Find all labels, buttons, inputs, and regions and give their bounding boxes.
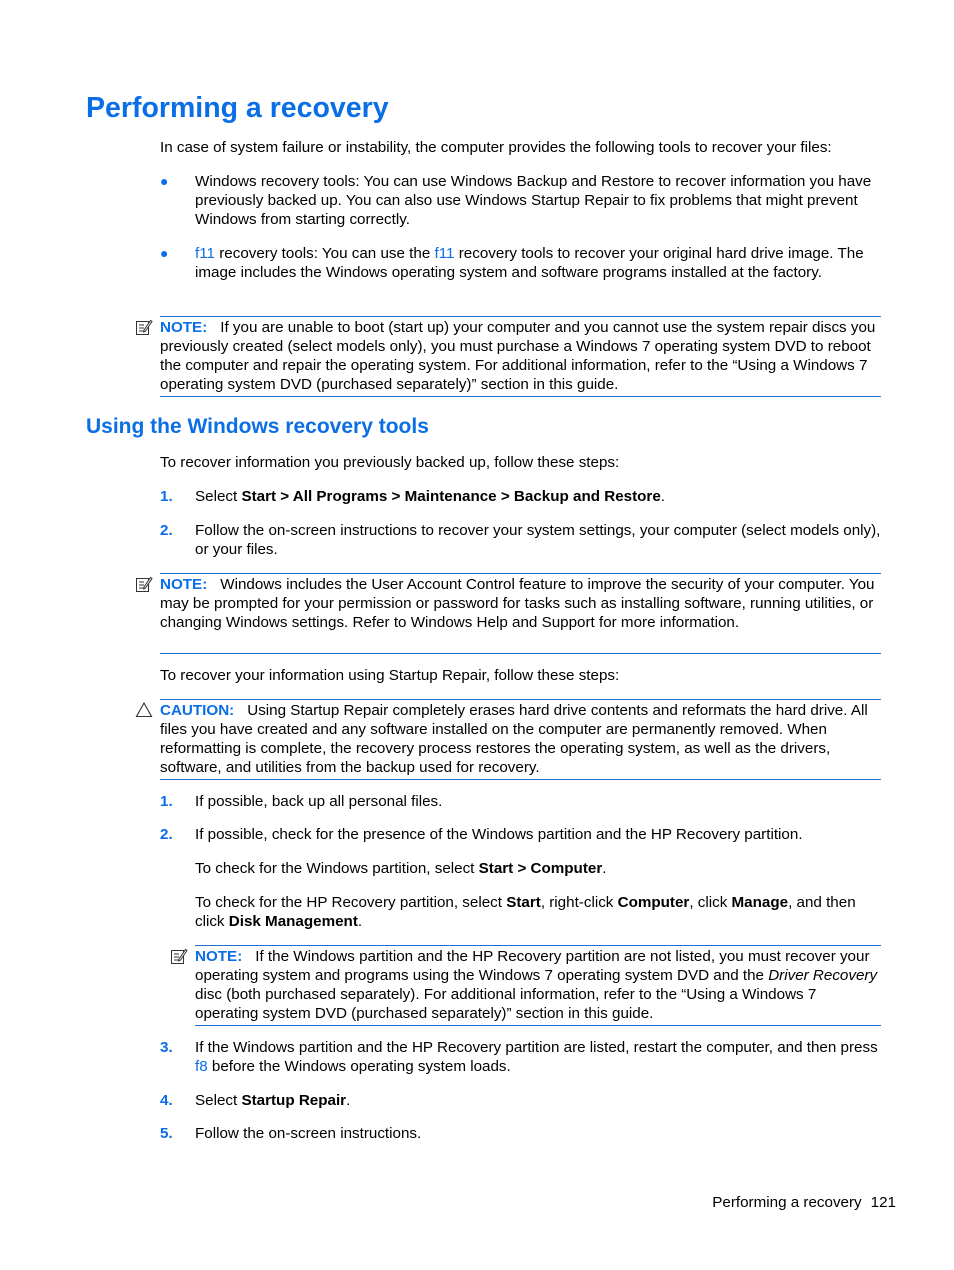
note-boot-failure <box>160 316 881 397</box>
caution-startup-repair <box>160 699 881 780</box>
note-icon <box>135 575 153 593</box>
step-select-startup-repair: Select Startup Repair. <box>195 1092 351 1109</box>
page-number: 121 <box>870 1194 896 1211</box>
bullet-f11-tools: f11 recovery tools: You can use the f11 recovery tools to recover your original hard drive image. The image includes the Windows operating system and software programs installed at the factory. <box>195 245 864 281</box>
note-label: NOTE: <box>195 948 243 965</box>
f11-key: f11 <box>195 245 215 262</box>
note-label: NOTE: <box>160 576 208 593</box>
step-number: 3. <box>160 1039 173 1056</box>
startup-intro: To recover your information using Startup Repair, follow these steps: <box>160 667 620 684</box>
steps-intro: To recover information you previously backed up, follow these steps: <box>160 454 620 471</box>
step-backup-files: If possible, back up all personal files. <box>195 793 443 810</box>
footer-section: Performing a recovery <box>712 1194 862 1211</box>
step-restart-press-f8: If the Windows partition and the HP Recovery partition are listed, restart the computer, and then press f8 before the Windows operating system loads. <box>195 1039 878 1075</box>
step-number: 2. <box>160 826 173 843</box>
f8-key: f8 <box>195 1058 208 1075</box>
intro-paragraph: In case of system failure or instability, the computer provides the following tools to recover your files: <box>160 139 832 156</box>
note-partitions-not-listed: NOTE: If the Windows partition and the HP Recovery partition are not listed, you must recover your operating system and programs using the Windows 7 operating system DVD and the Driver Recovery disc (both purchased separately). For additional information, refer to the “Using a Windows 7 operating system DVD (purchased separately)” section in this guide. <box>195 945 881 1026</box>
page-footer <box>712 1193 896 1212</box>
bullet-windows-tools: Windows recovery tools: You can use Windows Backup and Restore to recover information you have previously backed up. You can also use Windows Startup Repair to fix problems that might prevent Windows from starting correctly. <box>195 173 872 228</box>
page-title: Performing a recovery <box>86 92 389 124</box>
check-windows-partition: To check for the Windows partition, select Start > Computer. <box>195 860 607 877</box>
step-number: 1. <box>160 488 173 505</box>
section-title: Using the Windows recovery tools <box>86 415 429 438</box>
caution-triangle-icon <box>135 701 153 719</box>
step-number: 5. <box>160 1125 173 1142</box>
step-select-backup: Select Start > All Programs > Maintenance > Backup and Restore. <box>195 488 666 505</box>
note-text: If you are unable to boot (start up) your computer and you cannot use the system repair discs you previously created (select models only), you must purchase a Windows 7 operating system DVD to reboot the computer and repair the operating system. For additional information, refer to the “Using a Windows 7 operating system DVD (purchased separately)” section in this guide. <box>160 319 876 393</box>
step-number: 4. <box>160 1092 173 1109</box>
step-number: 1. <box>160 793 173 810</box>
note-icon <box>170 947 188 965</box>
note-label: NOTE: <box>160 319 208 336</box>
f11-key: f11 <box>434 245 455 262</box>
menu-path: Start > All Programs > Maintenance > Backup and Restore <box>241 488 661 505</box>
caution-text: Using Startup Repair completely erases hard drive contents and reformats the hard drive. All files you have created and any software installed on the computer are permanently removed. When reformatting is complete, the recovery process restores the operating system, as well as the drivers, software, and utilities from the backup used for recovery. <box>160 702 868 776</box>
note-user-account-control <box>160 573 881 654</box>
note-text: Windows includes the User Account Control feature to improve the security of your computer. You may be prompted for your permission or password for tasks such as installing software, running utilities, or changing Windows settings. Refer to Windows Help and Support for more information. <box>160 576 875 631</box>
step-follow-instructions: Follow the on-screen instructions to recover your system settings, your computer (select models only), or your files. <box>195 522 881 558</box>
bullet-icon: ● <box>160 245 169 261</box>
step-number: 2. <box>160 522 173 539</box>
note-icon <box>135 318 153 336</box>
step-follow-onscreen: Follow the on-screen instructions. <box>195 1125 422 1142</box>
step-check-partitions: If possible, check for the presence of the Windows partition and the HP Recovery partition. <box>195 826 803 843</box>
bullet-icon: ● <box>160 173 169 189</box>
caution-label: CAUTION: <box>160 702 235 719</box>
check-hp-partition: To check for the HP Recovery partition, select Start, right-click Computer, click Manage, and then click Disk Management. <box>195 894 856 930</box>
